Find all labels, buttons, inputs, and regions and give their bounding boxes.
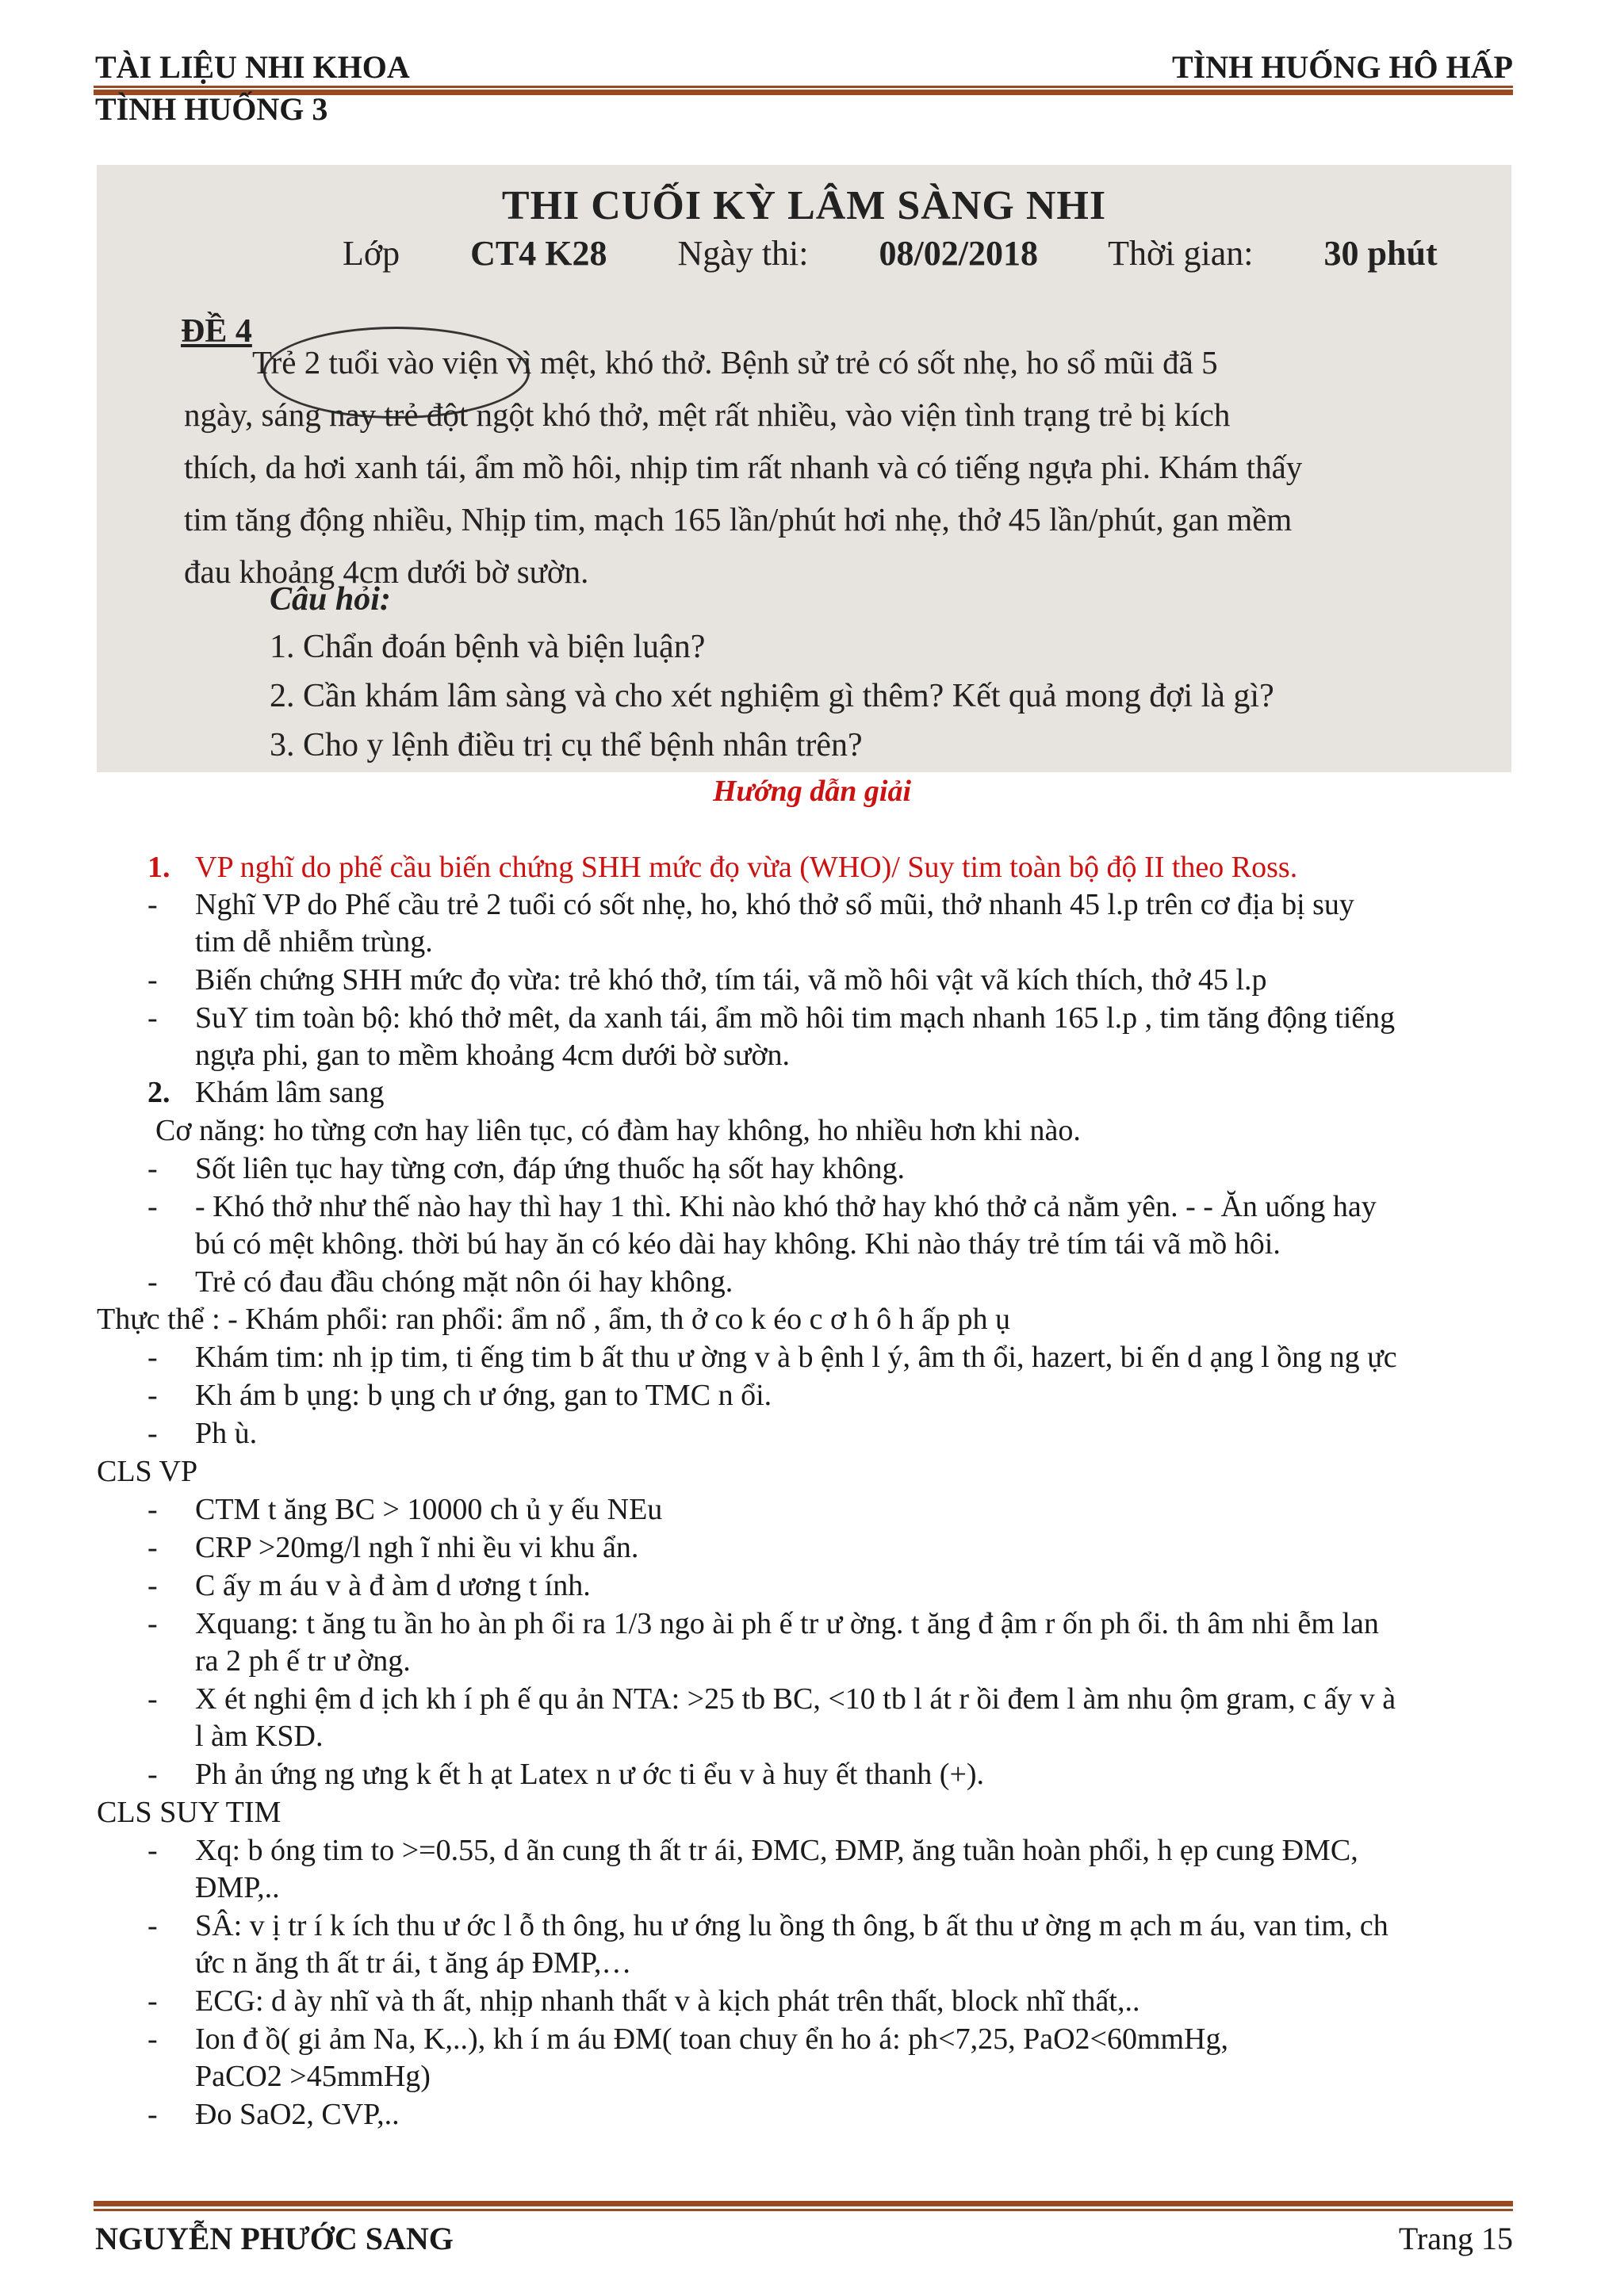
answer-line: ECG: d ày nhĩ và th ất, nhịp nhanh thất v à kịch phát trên thất, block nhĩ thất,.. <box>195 1984 1140 2018</box>
list-marker: - <box>147 2098 158 2131</box>
list-marker: 2. <box>147 1076 170 1109</box>
list-marker: - <box>147 1341 158 1374</box>
exam-case <box>184 336 1484 598</box>
list-marker: - <box>147 1531 158 1564</box>
answer-line: - Khó thở như thế nào hay thì hay 1 thì. Khi nào khó thở hay khó thở cả nằm yên. - - Ăn uống hay <box>195 1190 1377 1223</box>
footer-rule-thick <box>94 2201 1513 2206</box>
list-marker: - <box>147 1001 158 1035</box>
case-line: ngày, sáng nay trẻ đột ngột khó thở, mệt rất nhiều, vào viện tình trạng trẻ bị kích <box>184 396 1231 433</box>
section-label: CLS VP <box>97 1455 198 1488</box>
list-marker: - <box>147 1909 158 1942</box>
exam-code: ĐỀ 4 <box>181 313 252 350</box>
answer-line: PaCO2 >45mmHg) <box>195 2060 431 2093</box>
question: 1. Chẩn đoán bệnh và biện luận? <box>270 629 706 665</box>
footer-rule-thin <box>94 2209 1513 2211</box>
answer-line: Khám tim: nh ịp tim, ti ếng tim b ất thu ư ờng v à b ệnh l ý, âm th ổi, hazert, bi ến d ạng l ồng ng ực <box>195 1341 1397 1374</box>
answer-line: C ấy m áu v à đ àm d ương t ính. <box>195 1569 591 1602</box>
answer-line: Ph ù. <box>195 1417 258 1450</box>
section-title: TÌNH HUỐNG 3 <box>95 91 328 127</box>
list-marker: - <box>147 888 158 921</box>
list-marker: - <box>147 1190 158 1223</box>
list-marker: - <box>147 1152 158 1185</box>
answer-line: Ph ản ứng ng ưng k ết h ạt Latex n ư ớc ti ểu v à huy ết thanh (+). <box>195 1758 985 1791</box>
header-rule-thin <box>94 86 1513 88</box>
list-marker: - <box>147 963 158 997</box>
exam-class: Lớp CT4 K28 <box>343 234 607 273</box>
list-marker: - <box>147 1265 158 1299</box>
header-left: TÀI LIỆU NHI KHOA <box>95 49 410 85</box>
answer-line: Thực thể : - Khám phổi: ran phổi: ẩm nổ , ẩm, th ở co k éo c ơ h ô h ấp ph ụ <box>97 1303 1010 1336</box>
section-label: CLS SUY TIM <box>97 1796 282 1829</box>
exam-date: Ngày thi: 08/02/2018 <box>677 234 1038 273</box>
answer-line: ức n ăng th ất tr ái, t ăng áp ĐMP,… <box>195 1946 632 1980</box>
list-marker: - <box>147 1834 158 1867</box>
case-line: tim tăng động nhiều, Nhịp tim, mạch 165 lần/phút hơi nhẹ, thở 45 lần/phút, gan mềm <box>184 501 1293 538</box>
answer-line: l àm KSD. <box>195 1720 324 1753</box>
list-marker: 1. <box>147 851 170 884</box>
list-marker: - <box>147 1379 158 1412</box>
footer-author: NGUYỄN PHƯỚC SANG <box>95 2221 454 2256</box>
answer-line: CTM t ăng BC > 10000 ch ủ y ếu NEu <box>195 1493 663 1526</box>
answer-line: Sốt liên tục hay từng cơn, đáp ứng thuốc hạ sốt hay không. <box>195 1152 906 1185</box>
page-number: Trang 15 <box>1398 2221 1513 2256</box>
answer-line: Nghĩ VP do Phế cầu trẻ 2 tuổi có sốt nhẹ, ho, khó thở sổ mũi, thở nhanh 45 l.p trên cơ địa bị suy <box>195 888 1354 921</box>
list-marker: - <box>147 1607 158 1640</box>
case-line: Trẻ 2 tuổi vào viện vì mệt, khó thở. Bệnh sử trẻ có sốt nhẹ, ho sổ mũi đã 5 <box>252 344 1218 381</box>
answer-line: Khám lâm sang <box>195 1076 385 1109</box>
exam-photo <box>97 165 1511 772</box>
guide-heading: Hướng dẫn giải <box>712 775 912 808</box>
questions-heading: Câu hỏi: <box>270 581 391 618</box>
question: 3. Cho y lệnh điều trị cụ thể bệnh nhân trên? <box>270 727 863 763</box>
answer-line: Đo SaO2, CVP,.. <box>195 2098 400 2131</box>
answer-line: ngựa phi, gan to mềm khoảng 4cm dưới bờ sườn. <box>195 1039 791 1072</box>
answer-line: ĐMP,.. <box>195 1871 280 1904</box>
answer-line: ra 2 ph ế tr ư ờng. <box>195 1644 411 1678</box>
exam-title: THI CUỐI KỲ LÂM SÀNG NHI <box>501 183 1107 228</box>
answer-line: Cơ năng: ho từng cơn hay liên tục, có đàm hay không, ho nhiều hơn khi nào. <box>155 1114 1081 1147</box>
answer-line: Ion đ ồ( gi ảm Na, K,..), kh í m áu ĐM( toan chuy ển ho á: ph<7,25, PaO2<60mmHg, <box>195 2022 1229 2056</box>
case-line: thích, da hơi xanh tái, ẩm mồ hôi, nhịp tim rất nhanh và có tiếng ngựa phi. Khám thấy <box>184 449 1303 485</box>
answer-line: SuY tim toàn bộ: khó thở mêt, da xanh tái, ẩm mồ hôi tim mạch nhanh 165 l.p , tim tăng động tiếng <box>195 1001 1396 1035</box>
list-marker: - <box>147 1984 158 2018</box>
exam-meta <box>343 233 1500 274</box>
case-line: đau khoảng 4cm dưới bờ sườn. <box>184 553 589 590</box>
answer-line: SÂ: v ị tr í k ích thu ư ớc l ỗ th ông, hu ư ớng lu ồng th ông, b ất thu ư ờng m ạch m áu, van tim, ch <box>195 1909 1388 1942</box>
answer-line: Trẻ có đau đầu chóng mặt nôn ói hay không. <box>195 1265 733 1299</box>
question: 2. Cần khám lâm sàng và cho xét nghiệm gì thêm? Kết quả mong đợi là gì? <box>270 678 1274 714</box>
header-right: TÌNH HUỐNG HÔ HẤP <box>1171 49 1513 85</box>
exam-time: Thời gian: 30 phút <box>1108 234 1438 273</box>
answer-line: Xq: b óng tim to >=0.55, d ãn cung th ất tr ái, ĐMC, ĐMP, ăng tuần hoàn phổi, h ẹp cung ĐMC, <box>195 1834 1358 1867</box>
page-footer <box>95 2220 1513 2257</box>
list-marker: - <box>147 1493 158 1526</box>
answer-line: tim dễ nhiễm trùng. <box>195 925 433 959</box>
list-marker: - <box>147 1682 158 1716</box>
answer-line: Biến chứng SHH mức đọ vừa: trẻ khó thở, tím tái, vã mồ hôi vật vã kích thích, thở 45 l.p <box>195 963 1267 997</box>
answer-line: VP nghĩ do phế cầu biến chứng SHH mức đọ vừa (WHO)/ Suy tim toàn bộ độ II theo Ross. <box>195 851 1298 884</box>
list-marker: - <box>147 1758 158 1791</box>
list-marker: - <box>147 2022 158 2056</box>
list-marker: - <box>147 1417 158 1450</box>
answer-line: X ét nghi ệm d ịch kh í ph ế qu ản NTA: >25 tb BC, <10 tb l át r ồi đem l àm nhu ộm gram, c ấy v à <box>195 1682 1396 1716</box>
page-header <box>95 38 1513 86</box>
list-marker: - <box>147 1569 158 1602</box>
answer-line: CRP >20mg/l ngh ĩ nhi ều vi khu ẩn. <box>195 1531 639 1564</box>
answer-line: Kh ám b ụng: b ụng ch ư ớng, gan to TMC n ổi. <box>195 1379 772 1412</box>
answer-line: bú có mệt không. thời bú hay ăn có kéo dài hay không. Khi nào tháy trẻ tím tái vã mồ hôi. <box>195 1227 1281 1261</box>
answer-line: Xquang: t ăng tu ần ho àn ph ổi ra 1/3 ngo ài ph ế tr ư ờng. t ăng đ ậm r ốn ph ổi. th âm nhi ễm lan <box>195 1607 1379 1640</box>
